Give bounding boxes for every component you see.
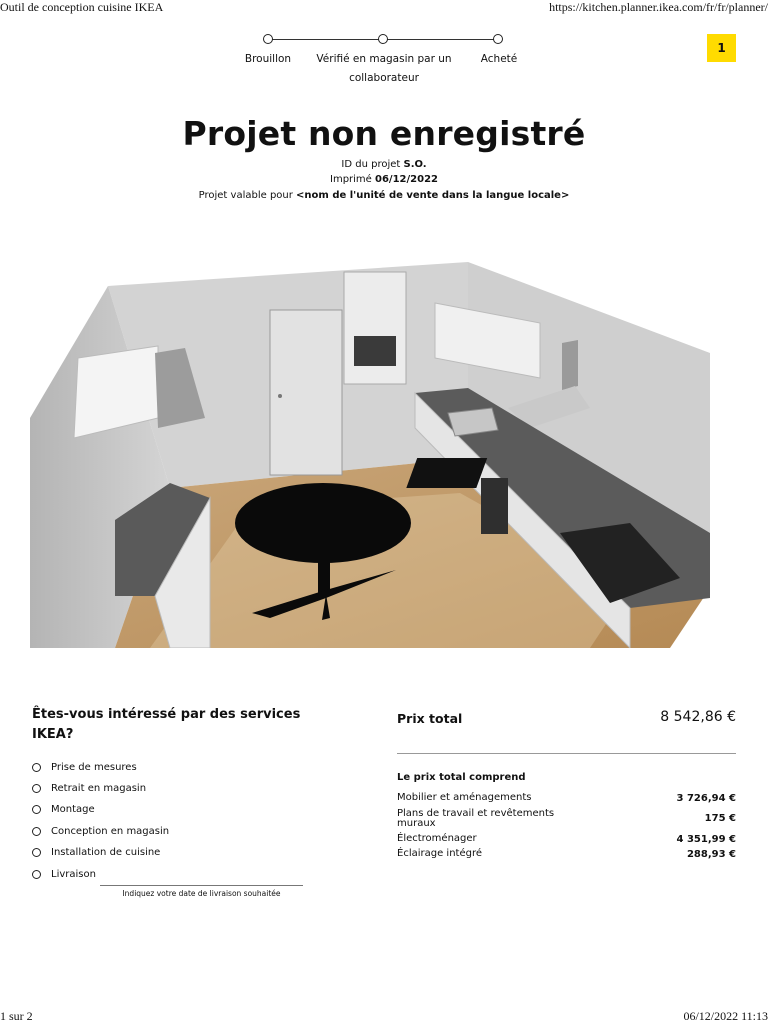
price-item-value: 288,93 €: [686, 849, 736, 860]
step-label-purchased: Acheté: [480, 53, 518, 65]
service-option-label: Conception en magasin: [51, 826, 170, 837]
price-row: [397, 793, 736, 805]
radio-icon[interactable]: [32, 805, 41, 814]
price-item-name: Mobilier et aménagements: [397, 792, 532, 803]
price-row: [397, 834, 736, 846]
services-title: Êtes-vous intéressé par des services IKEA?: [32, 707, 301, 742]
radio-icon[interactable]: [32, 870, 41, 879]
project-id-value: S.O.: [403, 159, 427, 170]
price-item-value: 4 351,99 €: [676, 834, 736, 845]
price-item-name: Éclairage intégré: [397, 848, 482, 859]
price-item-name: Électroménager: [397, 833, 477, 844]
service-option-design[interactable]: [32, 826, 169, 837]
price-item-value: 3 726,94 €: [676, 793, 736, 804]
validity-label: Projet valable pour: [198, 190, 293, 201]
service-option-delivery[interactable]: [32, 869, 96, 880]
kitchen-3d-render: [30, 258, 710, 648]
service-option-assembly[interactable]: [32, 804, 95, 815]
delivery-date-field[interactable]: [100, 885, 303, 886]
service-option-label: Prise de mesures: [51, 762, 137, 773]
print-footer-datetime: 06/12/2022 11:13: [683, 1009, 768, 1023]
radio-icon[interactable]: [32, 763, 41, 772]
radio-icon[interactable]: [32, 827, 41, 836]
radio-icon[interactable]: [32, 848, 41, 857]
price-divider: [397, 753, 736, 754]
page-number-badge: 1: [707, 34, 736, 62]
service-option-measure[interactable]: [32, 762, 137, 773]
validity-value: <nom de l'unité de vente dans la langue locale>: [296, 190, 570, 201]
print-footer-page: 1 sur 2: [0, 1009, 33, 1023]
project-id-line: [0, 159, 768, 170]
step-dot-verified: [378, 34, 388, 44]
step-dot-draft: [263, 34, 273, 44]
validity-line: [0, 190, 768, 201]
print-header-url: https://kitchen.planner.ikea.com/fr/fr/planner/: [549, 0, 768, 14]
service-option-pickup[interactable]: [32, 783, 146, 794]
delivery-date-hint: Indiquez votre date de livraison souhaitée: [122, 889, 281, 898]
printed-label: Imprimé: [330, 174, 372, 185]
print-header-title: Outil de conception cuisine IKEA: [0, 0, 164, 14]
total-price-label: Prix total: [397, 711, 463, 726]
service-option-label: Livraison: [51, 869, 96, 880]
status-stepper: [230, 30, 530, 90]
step-label-draft: Brouillon: [244, 53, 292, 65]
price-item-name: Plans de travail et revêtements muraux: [397, 808, 555, 829]
page-title: Projet non enregistré: [182, 114, 586, 153]
total-price-value: 8 542,86 €: [660, 709, 736, 725]
price-row: [397, 849, 736, 861]
price-row: [397, 808, 736, 830]
service-option-label: Montage: [51, 804, 95, 815]
service-option-label: Retrait en magasin: [51, 783, 147, 794]
step-label-verified: Vérifié en magasin par un collaborateur: [316, 53, 452, 84]
service-option-installation[interactable]: [32, 847, 160, 858]
printed-date-line: [0, 174, 768, 185]
printed-value: 06/12/2022: [375, 174, 438, 185]
radio-icon[interactable]: [32, 784, 41, 793]
price-includes-heading: Le prix total comprend: [397, 772, 526, 783]
price-item-value: 175 €: [704, 813, 736, 824]
service-option-label: Installation de cuisine: [51, 847, 161, 858]
project-id-label: ID du projet: [341, 159, 401, 170]
step-dot-purchased: [493, 34, 503, 44]
